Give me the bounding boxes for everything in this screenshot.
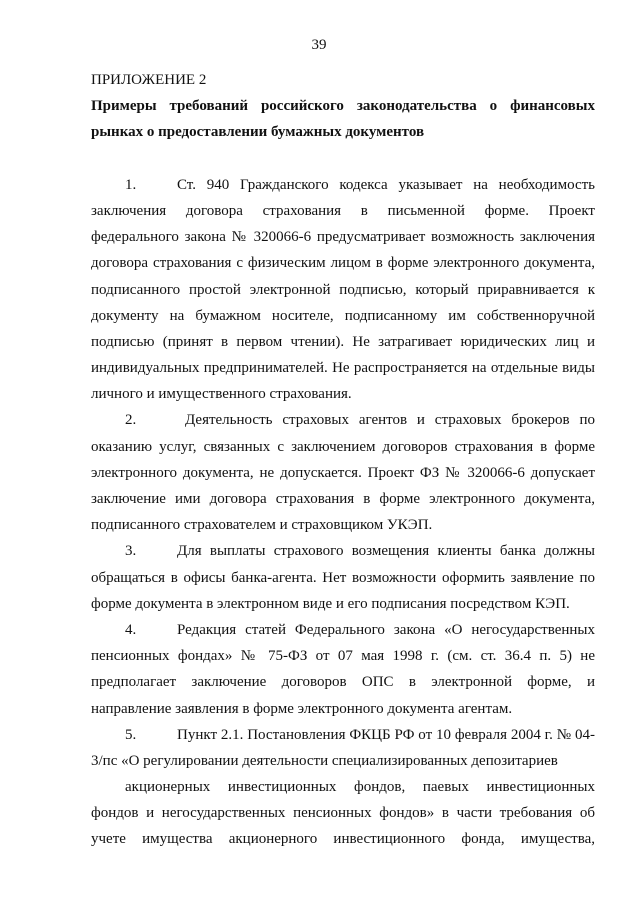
document-body <box>91 67 595 853</box>
continuation-line: фондов и негосударственных пенсионных фондов» в части требования об <box>91 805 595 822</box>
list-item-2-line: подписанного страхователем и страховщиком УКЭП. <box>91 517 433 534</box>
list-item-1-line: договора страхования с физическим лицом в форме электронного документа, <box>91 255 595 272</box>
list-item-1-line: документу на бумажном носителе, подписанному им собственноручной <box>91 307 595 324</box>
list-item-2-line: электронного документа, не допускается. Проект ФЗ № 320066-6 допускает <box>91 464 595 481</box>
item-number: 5. <box>125 726 137 743</box>
list-item-2-first-line <box>91 407 595 433</box>
item-text: Пункт 2.1. Постановления ФКЦБ РФ от 10 февраля 2004 г. № 04- <box>177 726 595 743</box>
appendix-title: ПРИЛОЖЕНИЕ 2 <box>91 72 207 88</box>
list-item-4-line: направление заявления в форме электронного документа агентам. <box>91 700 513 717</box>
list-item-3-first-line <box>91 538 595 564</box>
item-text: Редакция статей Федерального закона «О негосударственных <box>177 621 595 638</box>
heading-line-2: рынках о предоставлении бумажных документов <box>91 124 425 141</box>
list-item-1-line: подписанного простой электронной подписью, который приравнивается к <box>91 281 595 298</box>
item-number: 2. <box>125 412 137 429</box>
item-text: Ст. 940 Гражданского кодекса указывает на необходимость <box>177 176 595 193</box>
list-item-2-line: заключение ими договора страхования в форме электронного документа, <box>91 491 595 507</box>
list-item-5-line: 3/пс «О регулировании деятельности специализированных депозитариев <box>91 752 558 769</box>
list-item-3-line: обращаться в офисы банка-агента. Нет возможности оформить заявление по <box>91 569 595 586</box>
list-item-1-line: федерального закона № 320066-6 предусматривает возможность заключения <box>91 229 595 246</box>
item-text: Деятельность страховых агентов и страховых брокеров по <box>185 412 595 429</box>
item-number: 4. <box>125 621 137 638</box>
list-item-3-line: форме документа в электронном виде и его подписания посредством КЭП. <box>91 595 570 612</box>
list-item-1-line: личного и имущественного страхования. <box>91 386 352 403</box>
list-item-4-line: предполагает заключение договоров ОПС в электронной форме, и <box>91 674 595 691</box>
list-item-4-line: пенсионных фондах» № 75-ФЗ от 07 мая 1998 г. (см. ст. 36.4 п. 5) не <box>91 648 595 665</box>
list-item-1-first-line <box>91 172 595 198</box>
list-item-1-line: подписью (принят в первом чтении). Не затрагивает юридических лиц и <box>91 333 595 350</box>
continuation-line: учете имущества акционерного инвестиционного фонда, имущества, <box>91 831 595 848</box>
list-item-2-line: оказанию услуг, связанных с заключением договоров страхования в форме <box>91 438 595 455</box>
heading-line-1: Примеры требований российского законодательства о финансовых <box>91 98 595 115</box>
list-item-5-first-line <box>91 722 595 748</box>
list-item-1-line: заключения договора страхования в письменной форме. Проект <box>91 202 595 219</box>
continuation-first-line: акционерных инвестиционных фондов, паевых инвестиционных <box>125 779 595 796</box>
list-item-4-first-line <box>91 617 595 643</box>
item-text: Для выплаты страхового возмещения клиенты банка должны <box>177 543 595 560</box>
item-number: 1. <box>125 176 137 193</box>
page-number: 39 <box>311 37 327 53</box>
spacer <box>91 146 595 172</box>
list-item-1-line: индивидуальных предпринимателей. Не распространяется на отдельные виды <box>91 360 595 377</box>
item-number: 3. <box>125 543 137 560</box>
